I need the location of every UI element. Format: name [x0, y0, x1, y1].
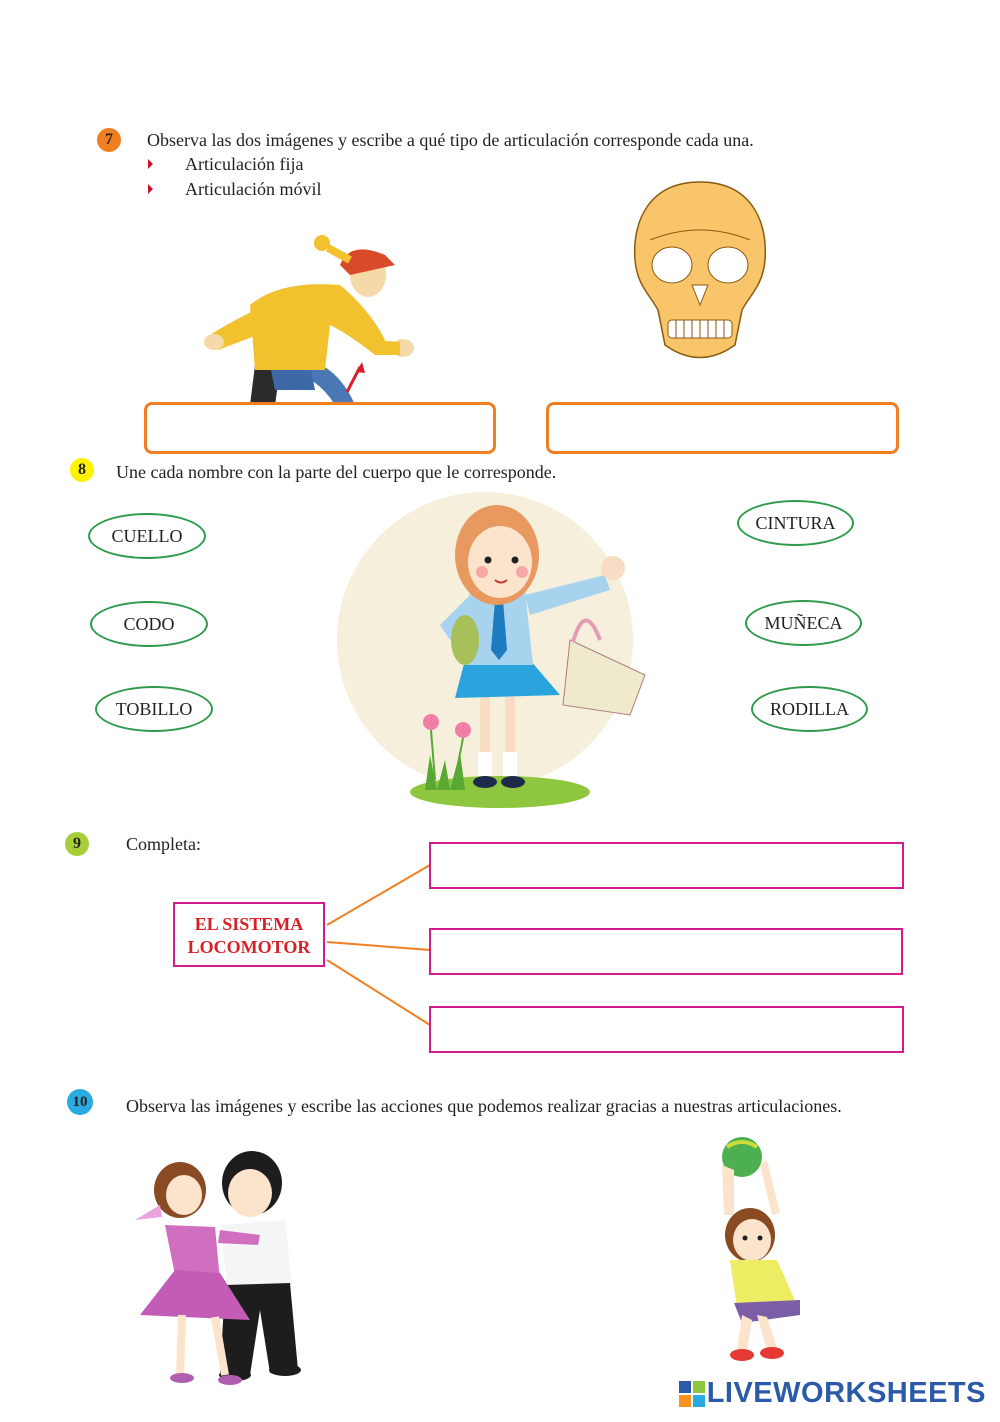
label-text: CODO — [123, 613, 175, 634]
bullet-icon — [148, 184, 153, 194]
locomotor-line-1: EL SISTEMA — [194, 914, 304, 934]
complete-box-3[interactable] — [429, 1006, 904, 1053]
label-codo[interactable] — [90, 601, 208, 647]
option-label: Articulación fija — [185, 154, 304, 174]
label-text: MUÑECA — [764, 612, 843, 633]
bullet-icon — [148, 159, 153, 169]
question-8-text: Une cada nombre con la parte del cuerpo que le corresponde. — [116, 462, 557, 482]
label-text: CINTURA — [755, 512, 836, 533]
liveworksheets-logo-text: LIVEWORKSHEETS — [706, 1377, 986, 1409]
question-8-badge: 8 — [70, 458, 94, 482]
complete-box-2[interactable] — [429, 928, 903, 975]
option-label: Articulación móvil — [185, 179, 322, 199]
label-text: TOBILLO — [115, 698, 193, 719]
question-9-badge: 9 — [65, 832, 89, 856]
schoolgirl-illustration — [335, 490, 655, 810]
running-man-illustration — [200, 230, 430, 410]
question-10-badge: 10 — [67, 1089, 93, 1115]
liveworksheets-logo — [679, 1377, 986, 1410]
label-cintura[interactable] — [737, 500, 854, 546]
question-7-text: Observa las dos imágenes y escribe a qué tipo de articulación corresponde cada una. — [147, 130, 754, 150]
liveworksheets-logo-icon — [679, 1381, 705, 1407]
connector-lines — [320, 860, 440, 1030]
dancing-children-illustration — [120, 1145, 310, 1390]
complete-box-1[interactable] — [429, 842, 904, 889]
answer-box-skull[interactable] — [546, 402, 899, 454]
question-10-text: Observa las imágenes y escribe las acciones que podemos realizar gracias a nuestras articulaciones. — [126, 1096, 842, 1116]
label-cuello[interactable] — [88, 513, 206, 559]
question-9-text: Completa: — [126, 834, 201, 854]
question-7-badge: 7 — [97, 128, 121, 152]
child-with-ball-illustration — [712, 1135, 807, 1370]
label-text: CUELLO — [111, 525, 183, 546]
label-rodilla[interactable] — [751, 686, 868, 732]
label-muneca[interactable] — [745, 600, 862, 646]
skull-illustration — [630, 180, 770, 365]
locomotor-line-2: LOCOMOTOR — [187, 937, 311, 957]
label-tobillo[interactable] — [95, 686, 213, 732]
option-fixed-joint — [148, 154, 303, 175]
option-mobile-joint — [148, 179, 321, 200]
label-text: RODILLA — [770, 698, 849, 719]
locomotor-system-label — [173, 902, 325, 967]
answer-box-running-man[interactable] — [144, 402, 496, 454]
